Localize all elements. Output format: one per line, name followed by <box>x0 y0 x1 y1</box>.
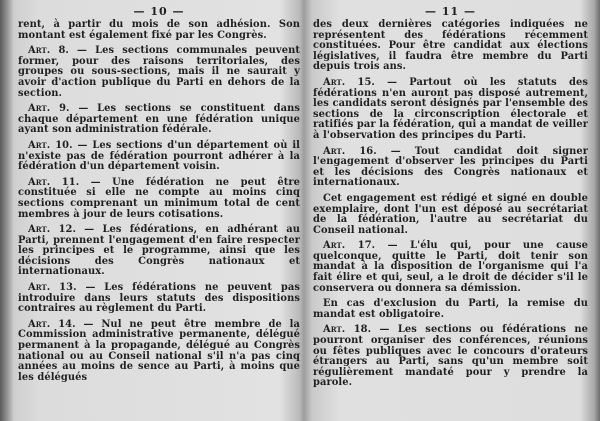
article-14 <box>18 320 300 384</box>
article-12 <box>18 225 300 278</box>
article-label: Art. 15. <box>323 76 375 88</box>
left-page <box>18 0 300 421</box>
article-text: — L'élu qui, pour une cause quelconque, quitte le Parti, doit tenir son mandat à la disposition de l'organisme qui l'a fait élire et qui, seul, a le droit de décider s'il le conservera ou donnera sa démission. <box>313 240 588 294</box>
article-text: — Les sections ou fédérations ne pourront organiser des conférences, réunions ou fêtes publiques avec le concours d'orateurs étrangers au Parti, sans qu'un membre soit régulièrement mandaté pour y prendre la parole. <box>313 324 588 389</box>
right-page-body <box>313 20 588 389</box>
article-label: Art. 11. <box>28 176 80 188</box>
article-17 <box>313 241 588 294</box>
article-label: Art. 12. <box>28 224 76 236</box>
article-label: Art. 8. <box>28 45 69 57</box>
article-18 <box>313 325 588 389</box>
article-text: — Une fédération ne peut être constituée si elle ne compte au moins cinq sections comprenant un minimum total de cent membres à jour de leurs cotisations. <box>18 176 300 220</box>
paragraph-text: des deux dernières catégories indiquées ne représentent des fédérations récemment constituées. Pour être candidat aux élections législatives, il faudra être membre du Parti depuis trois ans. <box>313 19 588 73</box>
article-label: Art. 18. <box>323 324 372 336</box>
article-text: — Nul ne peut être membre de la Commission administrative permanente, délégué permanent à la propagande, délégué au Congrès national ou au Conseil national s'il n'a pas cinq années au moins de sence au Parti, à moins que les délégués <box>18 318 300 383</box>
article-text: — Les sections se constituent dans chaque département en une fédération unique ayant son administration fédérale. <box>18 103 300 136</box>
article-16 <box>313 147 588 189</box>
article-11 <box>18 178 300 220</box>
article-8 <box>18 46 300 99</box>
paragraph-text: En cas d'exclusion du Parti, la remise du mandat est obligatoire. <box>313 298 588 320</box>
right-page <box>313 0 588 421</box>
paragraph <box>313 20 588 73</box>
article-text: — Tout candidat doit signer l'engagement d'observer les principes du Parti et les décisions des Congrès nationaux et internationaux. <box>313 145 588 189</box>
article-label: Art. 13. <box>28 282 77 294</box>
article-13 <box>18 283 300 315</box>
article-10 <box>18 141 300 173</box>
page-number-right: — 11 — <box>425 5 476 18</box>
article-label: Art. 9. <box>28 103 70 115</box>
article-label: Art. 10. <box>28 139 73 151</box>
article-text: — Les fédérations ne peuvent pas introduire dans leurs statuts des dispositions contraires au règlement du Parti. <box>18 282 300 315</box>
article-label: Art. 14. <box>28 318 76 330</box>
paragraph-text: rent, à partir du mois de son adhésion. Son montant est également fixé par les Congrès. <box>18 19 300 41</box>
paragraph <box>313 194 588 236</box>
article-text: — Les sections communales peuvent former, pour des raisons territoriales, des groupes ou sous-sections, mais il ne saurait y avoir d'action publique du Parti en dehors de la section. <box>18 45 300 99</box>
article-label: Art. 16. <box>323 145 377 157</box>
article-text: — Les fédérations, en adhérant au Parti, prennent l'engagement d'en faire respecter les principes et le programme, ainsi que les décisions des Congrès nationaux et internationaux. <box>18 224 300 278</box>
article-15 <box>313 78 588 142</box>
article-text: — Partout où les statuts des fédérations n'en auront pas disposé autrement, les candidats seront désignés par l'ensemble des sections de la circonscription électorale et ratifiés par la fédération, qui a mandat de veiller à l'observation des principes du Parti. <box>313 76 588 141</box>
paragraph <box>18 20 300 41</box>
paragraph-text: Cet engagement est rédigé et signé en double exemplaire, dont l'un est déposé au secrétariat de la fédération, l'autre au secrétariat du Conseil national. <box>313 192 588 236</box>
paragraph <box>313 299 588 320</box>
page-number-left: — 10 — <box>133 5 185 18</box>
left-page-body <box>18 20 300 383</box>
article-text: — Les sections d'un département où il n'existe pas de fédération pourront adhérer à la fédération d'un département voisin. <box>18 139 300 173</box>
article-label: Art. 17. <box>323 240 376 252</box>
article-9 <box>18 104 300 136</box>
